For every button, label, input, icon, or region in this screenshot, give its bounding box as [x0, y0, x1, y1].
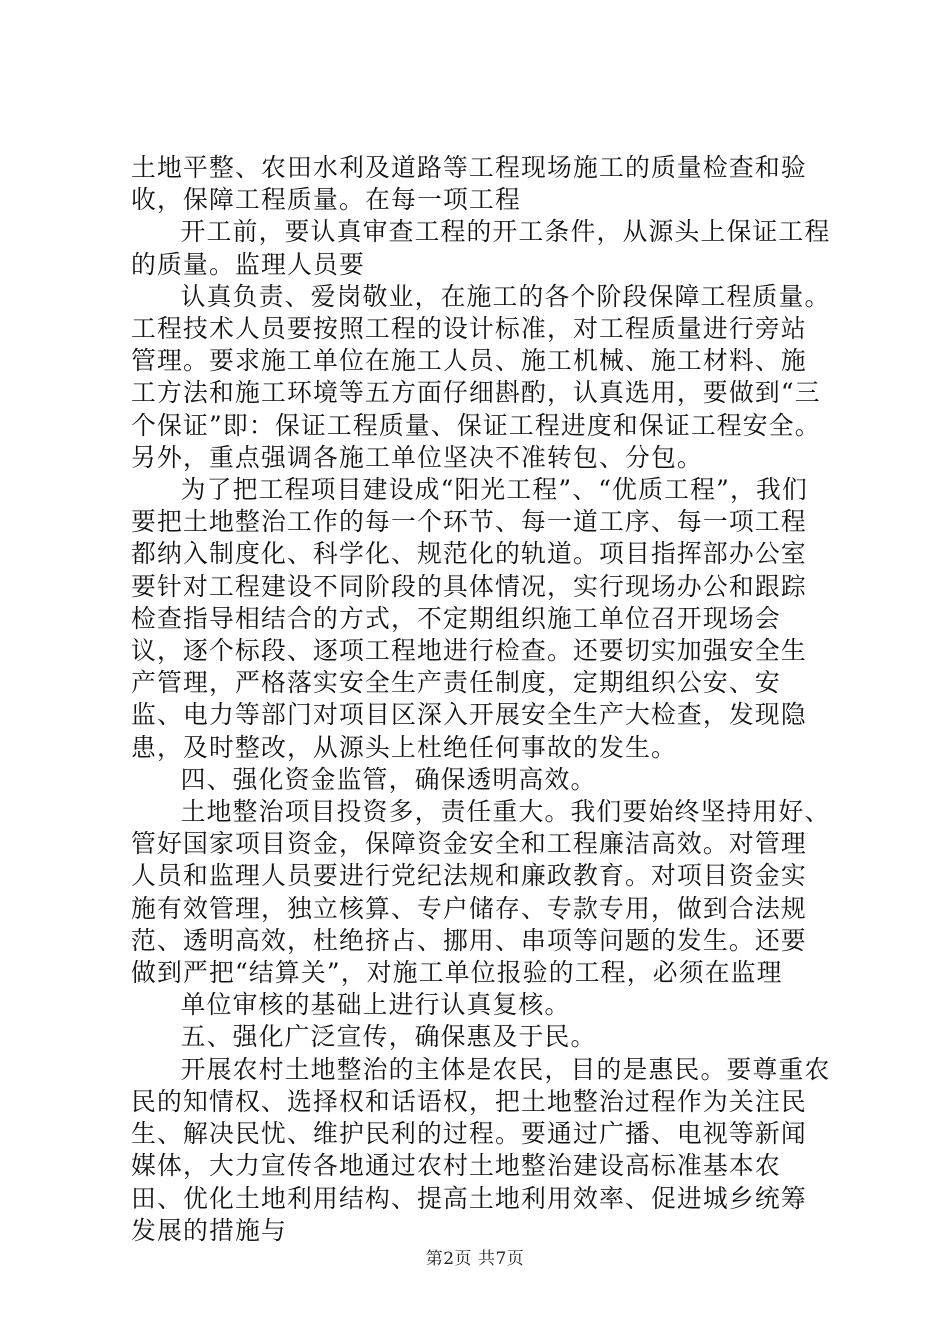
- paragraph-6: 单位审核的基础上进行认真复核。: [180, 990, 571, 1020]
- paragraph-4: 为了把工程项目建设成“阳光工程”、“优质工程”，我们要把土地整治工作的每一个环节、每一道工序、每一项工程都纳入制度化、科学化、规范化的轨道。项目指挥部办公室要针对工程建设不同阶段的具体情况，实行现场办公和跟踪检查指导相结合的方式，不定期组织施工单位召开现场会议，逐个标段、逐项工程地进行检查。还要切实加强安全生产管理，严格落实安全生产责任制度，定期组织公安、安监、电力等部门对项目区深入开展安全生产大检查，发现隐患，及时整改，从源头上杜绝任何事故的发生。: [131, 475, 809, 762]
- section-heading-4: 四、强化资金监管，确保透明高效。: [180, 764, 597, 794]
- document-body: [131, 152, 831, 1247]
- paragraph-1: 土地平整、农田水利及道路等工程现场施工的质量检查和验收，保障工程质量。在每一项工程: [131, 153, 807, 215]
- paragraph-5: 土地整治项目投资多，责任重大。我们要始终坚持用好、管好国家项目资金，保障资金安全和工程廉洁高效。对管理人员和监理人员要进行党纪法规和廉政教育。对项目资金实施有效管理，独立核算、专户储存、专款专用，做到合法规范、透明高效，杜绝挤占、挪用、串项等问题的发生。还要做到严把“结算关”，对施工单位报验的工程，必须在监理: [131, 797, 831, 988]
- paragraph-2: 开工前，要认真审查工程的开工条件，从源头上保证工程的质量。监理人员要: [131, 217, 831, 279]
- paragraph-7: 开展农村土地整治的主体是农民，目的是惠民。要尊重农民的知情权、选择权和话语权，把土地整治过程作为关注民生、解决民忧、维护民利的过程。要通过广播、电视等新闻媒体，大力宣传各地通过农村土地整治建设高标准基本农田、优化土地利用结构、提高土地利用效率、促进城乡统筹发展的措施与: [131, 1054, 831, 1245]
- paragraph-3: 认真负责、爱岗敬业，在施工的各个阶段保障工程质量。工程技术人员要按照工程的设计标准，对工程质量进行旁站管理。要求施工单位在施工人员、施工机械、施工材料、施工方法和施工环境等五方面仔细斟酌，认真选用，要做到“三个保证”即：保证工程质量、保证工程进度和保证工程安全。另外，重点强调各施工单位坚决不准转包、分包。: [131, 281, 831, 472]
- section-heading-5: 五、强化广泛宣传，确保惠及于民。: [180, 1022, 597, 1052]
- page-footer: 第2页 共7页: [425, 1249, 525, 1269]
